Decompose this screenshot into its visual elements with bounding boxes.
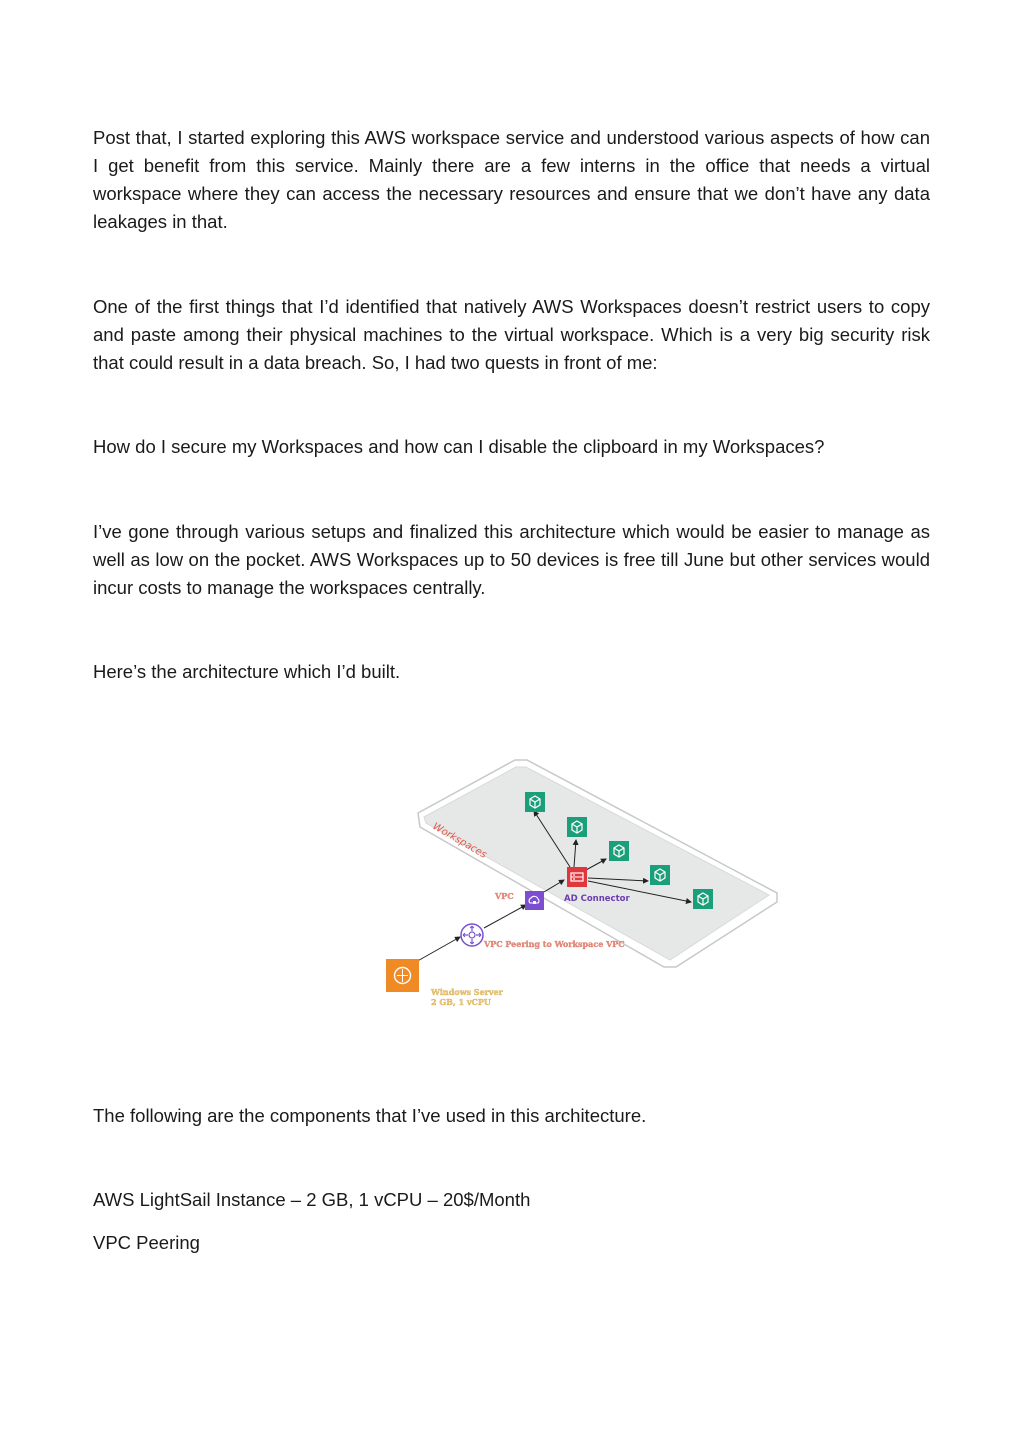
server-label: Windows Server [431,987,503,997]
server-spec-label: 2 GB, 1 vCPU [431,997,491,1007]
workspace-icon [525,792,545,812]
paragraph-intro: Post that, I started exploring this AWS workspace service and understood various aspects of how can I get benefit from this service. Mainly there are a few interns in the office that needs a virtual workspace where they can access the necessary resources and ensure that we don’t have any data leakages in that. [93,127,930,232]
paragraph-architecture-intro: Here’s the architecture which I’d built. [93,661,401,682]
paragraph-components-intro: The following are the components that I’ve used in this architecture. [93,1105,647,1126]
arrow-server-to-peering [414,937,460,963]
workspace-icon [609,841,629,861]
ad-connector-label: AD Connector [564,894,630,904]
vpc-icon [525,891,544,910]
ad-connector-icon [567,867,587,887]
vpc-peering-label: VPC Peering to Workspace VPC [484,939,625,949]
workspace-icon [567,817,587,837]
workspace-icon [650,865,670,885]
paragraph-clipboard-risk: One of the first things that I’d identified that natively AWS Workspaces doesn’t restrict users to copy and paste among their physical machines to the virtual workspace. Which is a very big security risk that could result in a data breach. So, I had two quests in front of me: [93,296,930,373]
vpc-label: VPC [495,891,514,901]
paragraph-question: How do I secure my Workspaces and how can I disable the clipboard in my Workspaces? [93,436,825,457]
arrow-peering-to-vpc [484,905,526,928]
component-lightsail: AWS LightSail Instance – 2 GB, 1 vCPU – 20$/Month [93,1189,531,1210]
architecture-diagram [380,755,785,1015]
workspace-icon [693,889,713,909]
workspaces-label: Workspaces [430,821,489,861]
paragraph-setup: I’ve gone through various setups and finalized this architecture which would be easier to manage as well as low on the pocket. AWS Workspaces up to 50 devices is free till June but other services would incur costs to manage the workspaces centrally. [93,521,930,598]
lightsail-icon [386,959,419,992]
vpc-peering-icon [461,924,483,946]
component-vpc-peering: VPC Peering [93,1232,200,1253]
